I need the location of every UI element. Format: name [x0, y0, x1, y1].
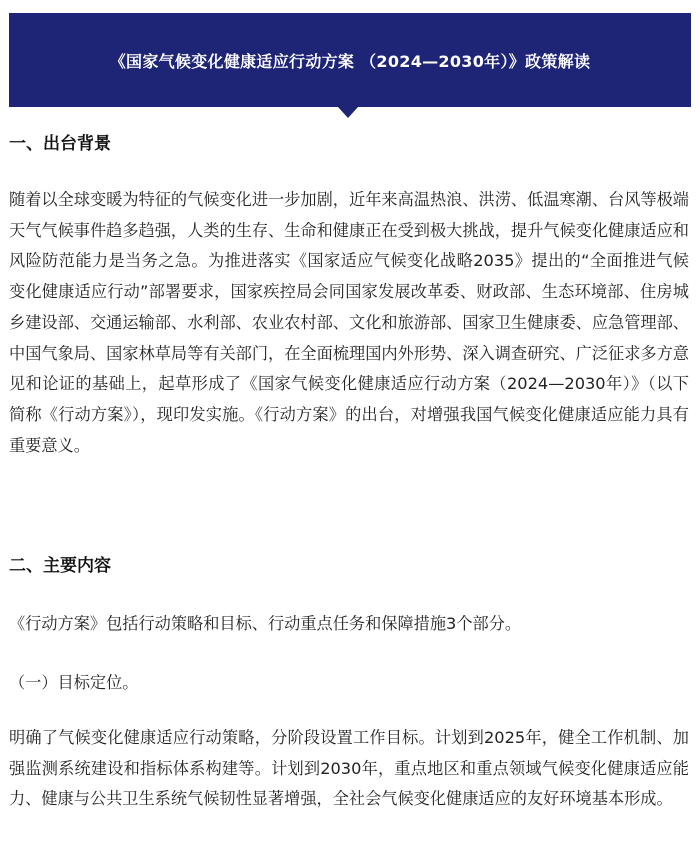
goal-paragraph: 明确了气候变化健康适应行动策略，分阶段设置工作目标。计划到2025年，健全工作机制、加强监测系统建设和指标体系构建等。计划到2030年，重点地区和重点领域气候变化健康适应能力、健康与公共卫生系统气候韧性显著增强，全社会气候变化健康适应的友好环境基本形成。: [9, 728, 689, 809]
section-heading-background: 一、出台背景: [9, 134, 111, 154]
banner-pointer: [338, 107, 358, 118]
main-content-intro: 《行动方案》包括行动策略和目标、行动重点任务和保障措施3个部分。: [9, 614, 522, 633]
background-paragraph: 随着以全球变暖为特征的气候变化进一步加剧，近年来高温热浪、洪涝、低温寒潮、台风等极端天气气候事件趋多趋强，人类的生存、生命和健康正在受到极大挑战，提升气候变化健康适应和风险防范能力是当务之急。为推进落实《国家适应气候变化战略2035》提出的“全面推进气候变化健康适应行动”部署要求，国家疾控局会同国家发展改革委、财政部、生态环境部、住房城乡建设部、交通运输部、水利部、农业农村部、文化和旅游部、国家卫生健康委、应急管理部、中国气象局、国家林草局等有关部门，在全面梳理国内外形势、深入调查研究、广泛征求多方意见和论证的基础上，起草形成了《国家气候变化健康适应行动方案（2024—2030年）》（以下简称《行动方案》），现印发实施。《行动方案》的出台，对增强我国气候变化健康适应能力具有重要意义。: [9, 190, 689, 455]
title-banner: [9, 13, 691, 107]
section-heading-main-content: 二、主要内容: [9, 556, 111, 576]
subheading-goal: （一）目标定位。: [9, 673, 139, 692]
page-title: 《国家气候变化健康适应行动方案 （2024—2030年）》政策解读: [109, 51, 591, 71]
